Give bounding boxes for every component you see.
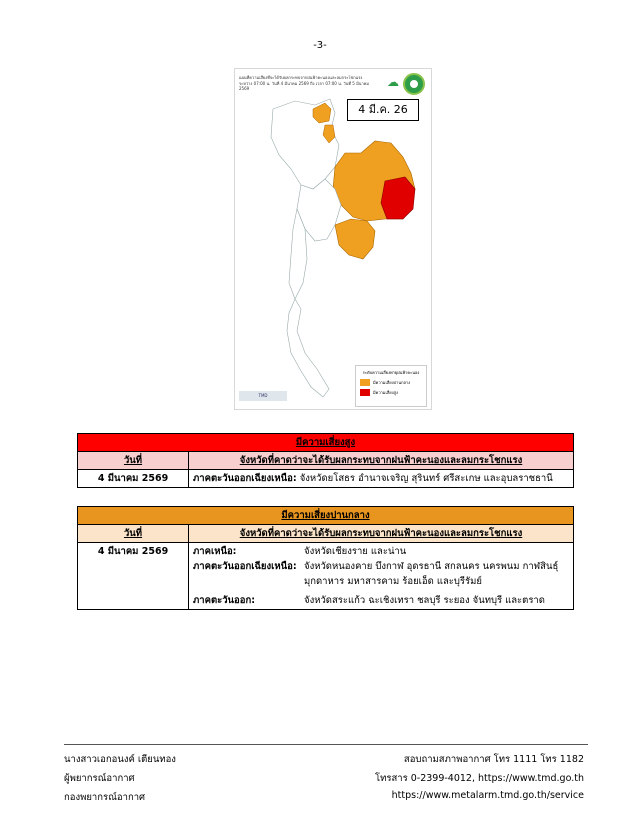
legend-swatch-high <box>360 389 370 396</box>
map-area-high-risk <box>381 177 415 219</box>
map-legend <box>355 365 427 407</box>
high-risk-col-date: วันที่ <box>78 452 189 470</box>
high-risk-date: 4 มีนาคม 2569 <box>78 470 189 488</box>
medium-risk-cell <box>189 543 574 610</box>
map-caption-line1: แผนที่ความเสี่ยงที่จะได้รับผลกระทบจากฝนฟ้าคะนองและลมกระโชกแรง <box>239 75 363 80</box>
map-date-label: 4 มี.ค. 26 <box>347 99 419 121</box>
medium-risk-title: มีความเสี่ยงปานกลาง <box>78 507 574 525</box>
medium-risk-date: 4 มีนาคม 2569 <box>78 543 189 610</box>
legend-label-medium: มีความเสี่ยงปานกลาง <box>373 380 411 385</box>
high-risk-region: ภาคตะวันออกเฉียงเหนือ: <box>193 473 297 484</box>
medium-east-provinces: จังหวัดสระแก้ว ฉะเชิงเทรา ชลบุรี ระยอง จันทบุรี และตราด <box>304 595 545 606</box>
high-risk-table <box>77 433 574 488</box>
medium-east-line <box>193 593 569 608</box>
high-risk-col-provinces: จังหวัดที่คาดว่าจะได้รับผลกระทบจากฝนฟ้าคะนองและลมกระโชกแรง <box>189 452 574 470</box>
medium-risk-col-provinces: จังหวัดที่คาดว่าจะได้รับผลกระทบจากฝนฟ้าคะนองและลมกระโชกแรง <box>189 525 574 543</box>
tmd-source-logo: TMD <box>239 391 287 401</box>
map-region-east <box>335 219 375 259</box>
footer-division: กองพยากรณ์อากาศ <box>64 792 146 803</box>
legend-title: ระดับความเสี่ยงพายุฝนฟ้าคะนอง <box>362 370 420 375</box>
high-risk-provinces: จังหวัดยโสธร อำนาจเจริญ สุรินทร์ ศรีสะเกษ และอุบลราชธานี <box>299 473 553 484</box>
medium-risk-table <box>77 506 574 610</box>
legend-label-high: มีความเสี่ยงสูง <box>373 390 398 395</box>
risk-map <box>234 68 432 410</box>
legend-swatch-medium <box>360 379 370 386</box>
medium-northeast-line <box>193 559 569 574</box>
map-region-south <box>287 299 329 397</box>
footer-fax-website: โทรสาร 0-2399-4012, https://www.tmd.go.th <box>375 773 584 784</box>
medium-northeast-provinces-2: มุกดาหาร มหาสารคาม ร้อยเอ็ด และบุรีรัมย์ <box>304 576 482 587</box>
high-risk-cell <box>189 470 574 488</box>
medium-north-provinces: จังหวัดเชียงราย และน่าน <box>304 546 407 557</box>
footer-forecaster-title: ผู้พยากรณ์อากาศ <box>64 773 135 784</box>
footer-forecaster-name: นางสาวเอกอนงค์ เตียนทอง <box>64 754 176 765</box>
medium-east-region: ภาคตะวันออก: <box>193 595 256 606</box>
footer-service-link[interactable]: https://www.metalarm.tmd.go.th/service <box>391 790 584 801</box>
table-row <box>78 470 574 488</box>
weather-cloud-icon: ☁ <box>387 75 399 89</box>
footer-divider <box>64 744 588 745</box>
footer-phone: สอบถามสภาพอากาศ โทร 1111 โทร 1182 <box>403 754 584 765</box>
thailand-map <box>235 69 431 409</box>
page-number: -3- <box>313 40 327 51</box>
legend-item-medium <box>360 379 426 386</box>
medium-north-line <box>193 544 569 559</box>
medium-risk-col-date: วันที่ <box>78 525 189 543</box>
table-row <box>78 543 574 610</box>
medium-northeast-provinces-1: จังหวัดหนองคาย บึงกาฬ อุดรธานี สกลนคร นครพนม กาฬสินธุ์ <box>304 561 559 572</box>
legend-item-high <box>360 389 426 396</box>
high-risk-title: มีความเสี่ยงสูง <box>78 434 574 452</box>
map-caption-line2: ระหว่าง 07:00 น. วันที่ 4 มีนาคม 2569 ถึง เวลา 07:00 น. วันที่ 5 มีนาคม 2569 <box>239 80 370 91</box>
medium-north-region: ภาคเหนือ: <box>193 546 237 557</box>
medium-northeast-region: ภาคตะวันออกเฉียงเหนือ: <box>193 561 297 572</box>
